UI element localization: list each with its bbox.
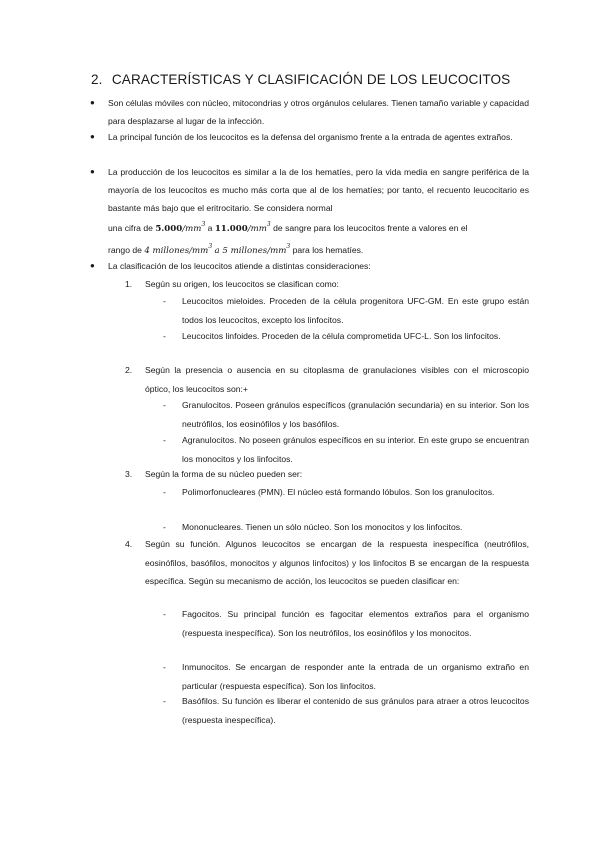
sub-item-text: Leucocitos mieloides. Proceden de la célula progenitora UFC-GM. En este grupo están todos los leucocitos, excepto los linfocitos. <box>182 296 529 325</box>
sub-item-text: Leucocitos linfoides. Proceden de la célula comprometida UFC-L. Son los linfocitos. <box>182 331 501 341</box>
sub-item <box>163 483 529 502</box>
bullet-item <box>91 128 529 146</box>
dash-marker: - <box>163 696 166 706</box>
item-number: 1. <box>125 279 133 289</box>
item-number: 3. <box>125 469 133 479</box>
item-text: Según su función. Algunos leucocitos se encargan de la respuesta inespecífica (neutrófilos, eosinófilos, basófilos, monocitos y algunos linfocitos) y los linfocitos B se encargan de la respuesta específica. Según su mecanismo de acción, los leucocitos se pueden clasificar en: <box>145 539 529 586</box>
sub-item-text: Granulocitos. Poseen gránulos específicos (granulación secundaria) en su interior. Son los neutrófilos, los eosinófilos y los basófilos. <box>182 400 529 429</box>
numbered-item <box>125 275 529 294</box>
sub-item <box>163 396 529 433</box>
item-text: Según la forma de su núcleo pueden ser: <box>145 469 303 479</box>
dash-marker: - <box>163 331 166 341</box>
item-number: 2. <box>125 365 133 375</box>
bullet-text: La principal función de los leucocitos es la defensa del organismo frente a la entrada de agentes extraños. <box>108 132 513 142</box>
dash-marker: - <box>163 296 166 306</box>
sub-item-text: Agranulocitos. No poseen gránulos específicos en su interior. En este grupo se encuentran los monocitos y los linfocitos. <box>182 435 529 464</box>
sub-item-text: Inmunocitos. Se encargan de responder ante la entrada de un organismo extraño en particular (respuesta específica). Son los linfocitos. <box>182 662 529 691</box>
sub-item <box>163 518 529 537</box>
bullet-text: Son células móviles con núcleo, mitocondrias y otros orgánulos celulares. Tienen tamaño variable y capacidad para desplazarse al lugar de la infección. <box>108 98 529 126</box>
bullet-item <box>91 257 529 275</box>
item-number: 4. <box>125 539 133 549</box>
dash-marker: - <box>163 400 166 410</box>
dash-marker: - <box>163 435 166 445</box>
math-expression: $5.000/mm^3$ <box>155 221 206 234</box>
section-title: CARACTERÍSTICAS Y CLASIFICACIÓN DE LOS LEUCOCITOS <box>111 72 511 87</box>
sub-item-text: Fagocitos. Su principal función es fagocitar elementos extraños para el organismo (respuesta inespecífica). Son los neutrófilos, los eosinófilos y los monocitos. <box>182 609 529 638</box>
bullet-marker: ● <box>90 132 95 141</box>
sub-item <box>163 327 529 346</box>
dash-marker: - <box>163 487 166 497</box>
bullet-text: La clasificación de los leucocitos atiende a distintas consideraciones: <box>108 261 371 271</box>
sub-item <box>163 292 529 329</box>
bullet-marker: ● <box>90 167 95 176</box>
sub-item-text: Mononucleares. Tienen un sólo núcleo. Son los monocitos y los linfocitos. <box>182 522 463 532</box>
bullet-marker: ● <box>90 98 95 107</box>
numbered-item <box>125 535 529 591</box>
math-expression: $11.000/mm^3$ <box>214 221 271 234</box>
math-expression: a 5 millones/$mm^3$ <box>214 243 291 256</box>
bullet-marker: ● <box>90 261 95 270</box>
sub-item <box>163 431 529 468</box>
dash-marker: - <box>163 522 166 532</box>
bullet-math-line: rango de 4 millones/$mm^3$ a 5 millones/$mm^3$ para los hematíes. <box>108 243 364 256</box>
item-text: Según la presencia o ausencia en su citoplasma de granulaciones visibles con el microscopio óptico, los leucocitos son:+ <box>145 365 529 394</box>
section-heading <box>91 72 531 87</box>
dash-marker: - <box>163 662 166 672</box>
dash-marker: - <box>163 609 166 619</box>
sub-item-text: Basófilos. Su función es liberar el contenido de sus gránulos para atraer a otros leucocitos (respuesta inespecífica). <box>182 696 529 725</box>
sub-item <box>163 658 529 695</box>
section-number: 2. <box>91 72 103 87</box>
bullet-item <box>91 94 529 130</box>
sub-item <box>163 605 529 642</box>
bullet-text: La producción de los leucocitos es similar a la de los hematíes, pero la vida media en sangre periférica de la mayoría de los leucocitos es mucho más corta que al de los hematíes; por tanto, el recuento leucocitario es bastante más bajo que el eritrocitario. Se considera normal <box>108 167 529 213</box>
sub-item-text: Polimorfonucleares (PMN). El núcleo está formando lóbulos. Son los granulocitos. <box>182 487 495 497</box>
numbered-item <box>125 465 529 484</box>
math-expression: 4 millones/$mm^3$ <box>144 243 213 256</box>
sub-item <box>163 692 529 729</box>
item-text: Según su origen, los leucocitos se clasifican como: <box>145 279 339 289</box>
numbered-item <box>125 361 529 398</box>
bullet-item <box>91 163 529 261</box>
bullet-math-line: una cifra de $5.000/mm^3$ a $11.000/mm^3$ de sangre para los leucocitos frente a valores en el <box>108 221 468 234</box>
